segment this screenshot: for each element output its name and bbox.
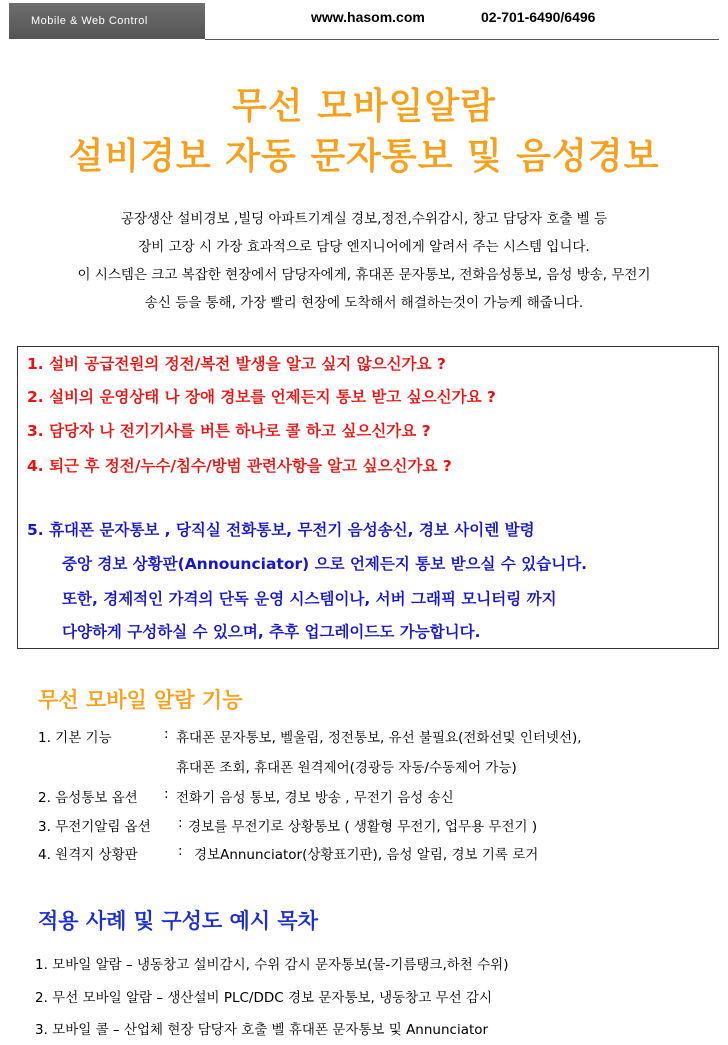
question-item: 4. 퇴근 후 정전/누수/침수/방범 관련사항을 알고 싶으신가요 ? <box>27 457 452 475</box>
feature-label: 2. 음성통보 옵션 <box>38 790 138 806</box>
cases-heading: 적용 사례 및 구성도 예시 목차 <box>38 909 318 933</box>
feature-text: 전화기 음성 통보, 경보 방송 , 무전기 음성 송신 <box>176 790 454 806</box>
feature-separator: : <box>178 843 183 859</box>
phone-number: 02-701-6490/6496 <box>481 9 596 25</box>
case-item: 3. 모바일 콜 – 산업체 현장 담당자 호출 벨 휴대폰 문자통보 및 Annunciator <box>35 1022 489 1038</box>
question-item: 2. 설비의 운영상태 나 장애 경보를 언제든지 통보 받고 싶으신가요 ? <box>27 388 496 406</box>
feature-separator: : <box>178 815 183 831</box>
intro-line: 송신 등을 통해, 가장 빨리 현장에 도착해서 해결하는것이 가능케 해줍니다. <box>144 295 584 311</box>
header-contact <box>205 3 719 40</box>
feature-separator: : <box>164 786 169 802</box>
page-title-line1: 무선 모바일알람 <box>232 86 496 127</box>
question-item: 1. 설비 공급전원의 정전/복전 발생을 알고 싶지 않으신가요 ? <box>27 355 446 373</box>
answer-line: 5. 휴대폰 문자통보 , 당직실 전화통보, 무전기 음성송신, 경보 사이렌 발령 <box>27 521 535 539</box>
question-box <box>17 346 719 649</box>
feature-text: 휴대폰 문자통보, 벨울림, 정전통보, 유선 불필요(전화선및 인터넷선), <box>176 730 582 746</box>
feature-text: 휴대폰 조회, 휴대폰 원격제어(경광등 자동/수동제어 가능) <box>176 760 517 776</box>
case-item: 2. 무선 모바일 알람 – 생산설비 PLC/DDC 경보 문자통보, 냉동창고 무선 감시 <box>35 990 493 1006</box>
intro-line: 이 시스템은 크고 복잡한 현장에서 담당자에게, 휴대폰 문자통보, 전화음성통보, 음성 방송, 무전기 <box>77 267 651 283</box>
website-link[interactable]: www.hasom.com <box>311 9 425 25</box>
feature-label: 4. 원격지 상황판 <box>38 847 138 863</box>
feature-label: 3. 무전기알림 옵션 <box>38 819 151 835</box>
feature-text: 경보Annunciator(상황표기판), 음성 알림, 경보 기록 로거 <box>194 847 539 863</box>
feature-label: 1. 기본 기능 <box>38 730 112 746</box>
feature-separator: : <box>164 726 169 742</box>
feature-text: 경보를 무전기로 상황통보 ( 생활형 무전기, 업무용 무전기 ) <box>188 819 538 835</box>
page-title-line2: 설비경보 자동 문자통보 및 음성경보 <box>68 136 660 177</box>
intro-line: 공장생산 설비경보 ,빌딩 아파트기계실 경보,정전,수위감시, 창고 담당자 호출 벨 등 <box>120 211 608 227</box>
features-heading: 무선 모바일 알람 기능 <box>38 688 243 712</box>
intro-paragraph <box>0 205 728 317</box>
intro-line: 장비 고장 시 가장 효과적으로 담당 엔지니어에게 알려서 주는 시스템 입니다. <box>138 239 590 255</box>
answer-line: 또한, 경제적인 가격의 단독 운영 시스템이나, 서버 그래픽 모니터링 까지 <box>62 590 557 608</box>
header-tag: Mobile & Web Control <box>9 3 205 39</box>
case-item: 1. 모바일 알람 – 냉동창고 설비감시, 수위 감시 문자통보(물-기름탱크,하천 수위) <box>35 957 509 973</box>
answer-line: 중앙 경보 상황판(Announciator) 으로 언제든지 통보 받으실 수 있습니다. <box>62 555 588 573</box>
question-item: 3. 담당자 나 전기기사를 버튼 하나로 콜 하고 싶으신가요 ? <box>27 422 431 440</box>
header-bar <box>9 3 719 39</box>
answer-line: 다양하게 구성하실 수 있으며, 추후 업그레이드도 가능합니다. <box>62 623 481 641</box>
